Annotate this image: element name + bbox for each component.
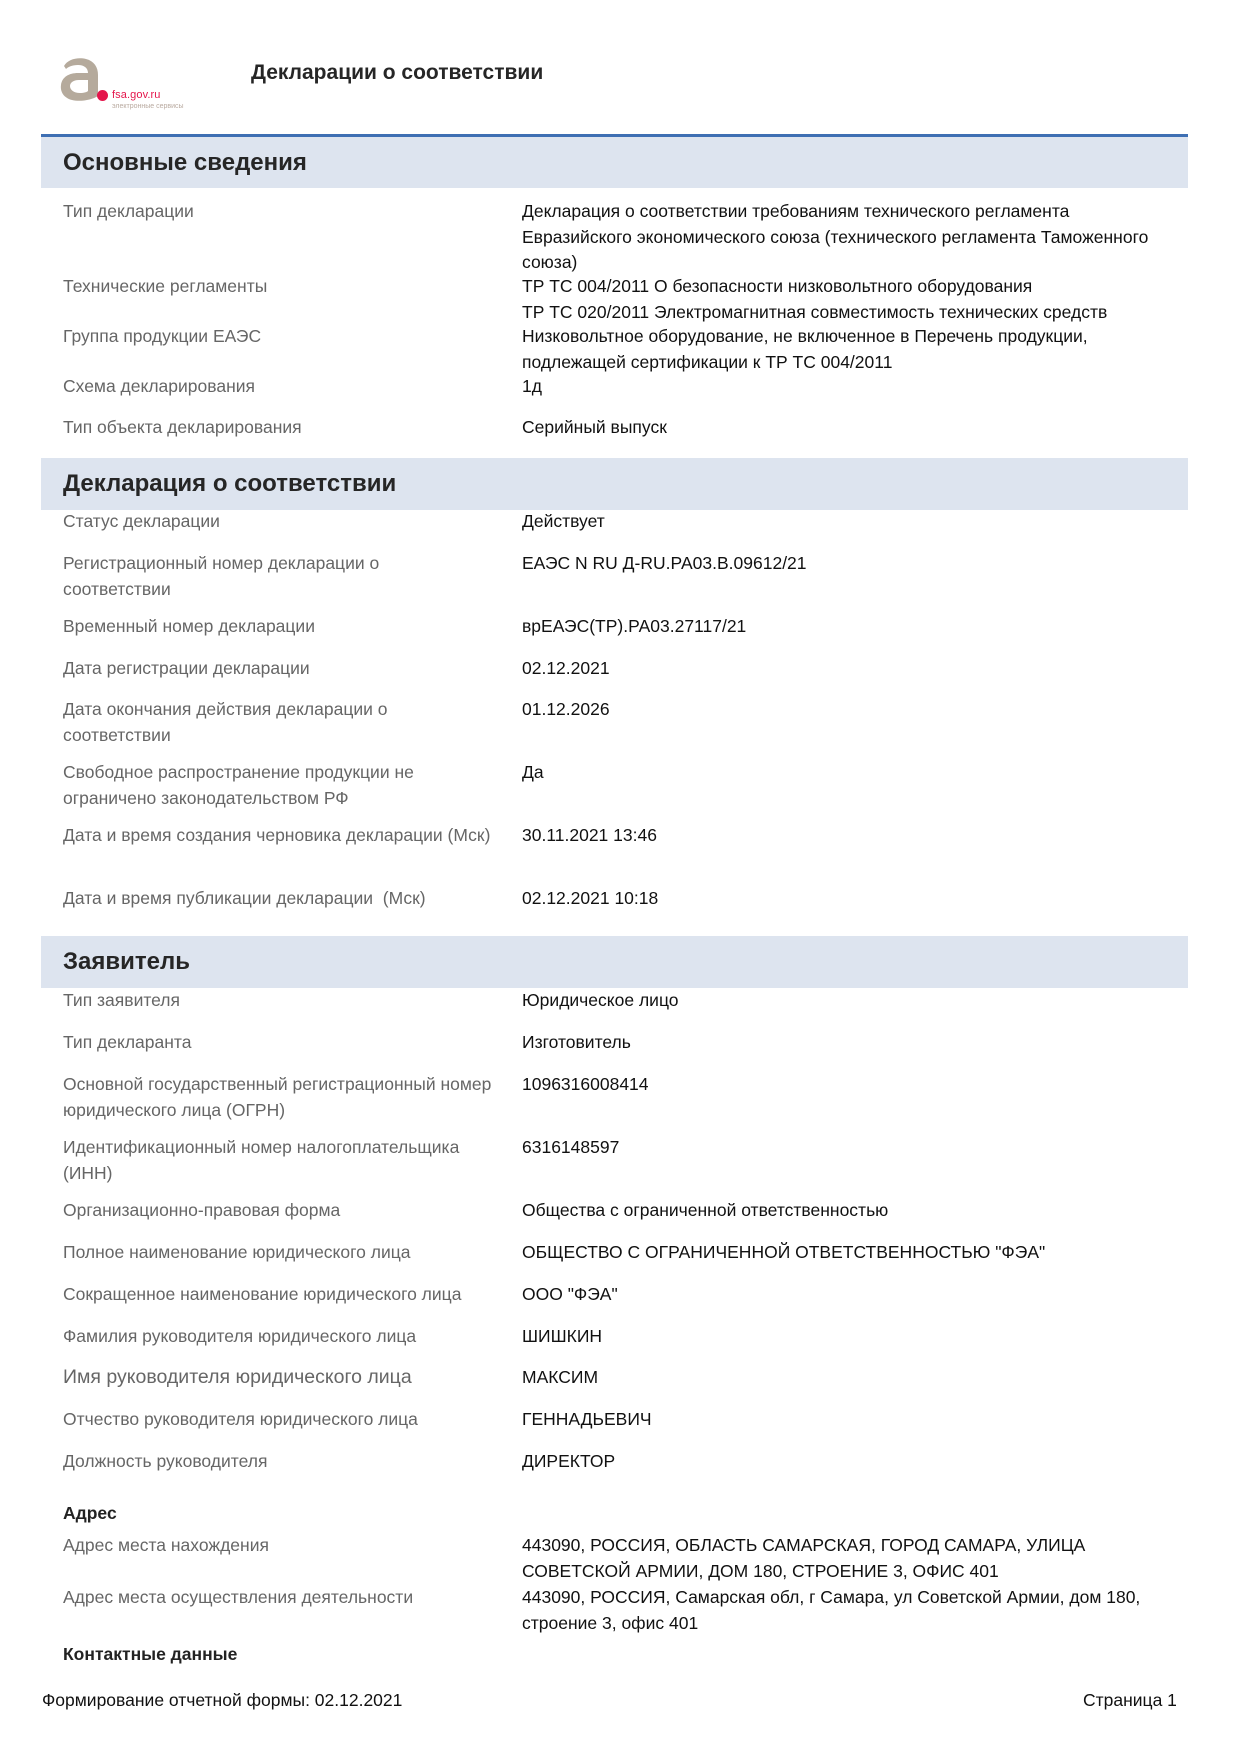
field-value: МАКСИМ bbox=[522, 1367, 599, 1387]
temporary-number: врЕАЭС(ТР).РА03.27117/21 bbox=[522, 616, 747, 636]
field-value: ГЕННАДЬЕВИЧ bbox=[522, 1409, 652, 1429]
field-label: Дата и время публикации декларации (Мск) bbox=[63, 888, 426, 908]
expiry-date: 01.12.2026 bbox=[522, 699, 610, 719]
field-label: Схема декларирования bbox=[63, 376, 256, 396]
contacts-subheading: Контактные данные bbox=[63, 1644, 238, 1664]
field-value: ДИРЕКТОР bbox=[522, 1451, 616, 1471]
short-name-value: ООО "ФЭА" bbox=[522, 1284, 618, 1304]
page-title: Декларации о соответствии bbox=[251, 61, 544, 84]
field-label: Сокращенное наименование юридического лица bbox=[63, 1284, 462, 1304]
page-number: Страница 1 bbox=[1083, 1690, 1177, 1710]
field-label: Идентификационный номер налогоплательщика (ИНН) bbox=[63, 1137, 460, 1183]
logo-subtitle: электронные сервисы bbox=[112, 103, 184, 110]
field-label: Тип декларации bbox=[63, 201, 194, 221]
field-label: Дата окончания действия декларации о соответствии bbox=[63, 699, 388, 745]
field-label: Имя руководителя юридического лица bbox=[63, 1366, 412, 1388]
section-title: Заявитель bbox=[63, 948, 190, 975]
field-label: Тип заявителя bbox=[63, 990, 180, 1010]
field-label: Дата регистрации декларации bbox=[63, 658, 310, 678]
published-datetime: 02.12.2021 10:18 bbox=[522, 888, 659, 908]
field-label: Адрес места нахождения bbox=[63, 1535, 269, 1555]
section-basic-header bbox=[41, 134, 1188, 188]
section-applicant-header bbox=[41, 936, 1188, 988]
tech-regulation: ТР ТС 004/2011 О безопасности низковольтного оборудования bbox=[522, 276, 1033, 296]
registration-date: 02.12.2021 bbox=[522, 658, 610, 678]
field-value: Низковольтное оборудование, не включенное в Перечень продукции, подлежащей сертификации к ТР ТС 004/2011 bbox=[522, 326, 1088, 372]
field-label: Регистрационный номер декларации о соответствии bbox=[63, 553, 380, 599]
field-label: Основной государственный регистрационный номер юридического лица (ОГРН) bbox=[63, 1074, 492, 1120]
activity-address-value: 443090, РОССИЯ, Самарская обл, г Самара, ул Советской Армии, дом 180, строение 3, офис 401 bbox=[522, 1587, 1141, 1633]
field-value bbox=[522, 274, 1182, 325]
field-value: Изготовитель bbox=[522, 1032, 631, 1052]
section-declaration-header bbox=[41, 458, 1188, 510]
field-value: 1д bbox=[522, 376, 542, 396]
field-label: Отчество руководителя юридического лица bbox=[63, 1409, 418, 1429]
field-label: Дата и время создания черновика декларации (Мск) bbox=[63, 825, 491, 845]
field-label: Статус декларации bbox=[63, 511, 220, 531]
logo-red-dot bbox=[97, 90, 108, 101]
legal-address-value: 443090, РОССИЯ, ОБЛАСТЬ САМАРСКАЯ, ГОРОД САМАРА, УЛИЦА СОВЕТСКОЙ АРМИИ, ДОМ 180, СТРОЕНИЕ 3, ОФИС 401 bbox=[522, 1535, 1086, 1581]
field-value: Декларация о соответствии требованиям технического регламента Евразийского экономического союза (технического регламента Таможенного союза) bbox=[522, 201, 1149, 272]
field-label: Организационно-правовая форма bbox=[63, 1200, 341, 1220]
field-label: Технические регламенты bbox=[63, 276, 268, 296]
fsa-logo bbox=[58, 56, 208, 112]
field-label: Временный номер декларации bbox=[63, 616, 315, 636]
field-label: Тип объекта декларирования bbox=[63, 417, 302, 437]
field-label: Группа продукции ЕАЭС bbox=[63, 326, 262, 346]
ogrn-value: 1096316008414 bbox=[522, 1074, 649, 1094]
draft-created-datetime: 30.11.2021 13:46 bbox=[522, 825, 657, 845]
status-value: Действует bbox=[522, 511, 605, 531]
field-label: Полное наименование юридического лица bbox=[63, 1242, 411, 1262]
field-label: Адрес места осуществления деятельности bbox=[63, 1587, 414, 1607]
tech-regulation: ТР ТС 020/2011 Электромагнитная совместимость технических средств bbox=[522, 301, 1108, 322]
registration-number: ЕАЭС N RU Д-RU.РА03.В.09612/21 bbox=[522, 553, 807, 573]
field-value: ШИШКИН bbox=[522, 1326, 603, 1346]
address-subheading: Адрес bbox=[63, 1503, 117, 1523]
field-value: Юридическое лицо bbox=[522, 990, 679, 1010]
report-generated-date: Формирование отчетной формы: 02.12.2021 bbox=[42, 1690, 403, 1710]
field-label: Фамилия руководителя юридического лица bbox=[63, 1326, 417, 1346]
field-value: Общества с ограниченной ответственностью bbox=[522, 1200, 889, 1220]
free-circulation-value: Да bbox=[522, 762, 544, 782]
full-name-value: ОБЩЕСТВО С ОГРАНИЧЕННОЙ ОТВЕТСТВЕННОСТЬЮ "ФЭА" bbox=[522, 1242, 1046, 1262]
field-label: Тип декларанта bbox=[63, 1032, 192, 1052]
section-title: Декларация о соответствии bbox=[63, 470, 397, 497]
field-label: Должность руководителя bbox=[63, 1451, 268, 1471]
field-label: Свободное распространение продукции не ограничено законодательством РФ bbox=[63, 762, 414, 808]
inn-value: 6316148597 bbox=[522, 1137, 620, 1157]
field-value: Серийный выпуск bbox=[522, 417, 667, 437]
section-title: Основные сведения bbox=[63, 149, 307, 176]
logo-domain: fsa.gov.ru bbox=[112, 89, 161, 101]
